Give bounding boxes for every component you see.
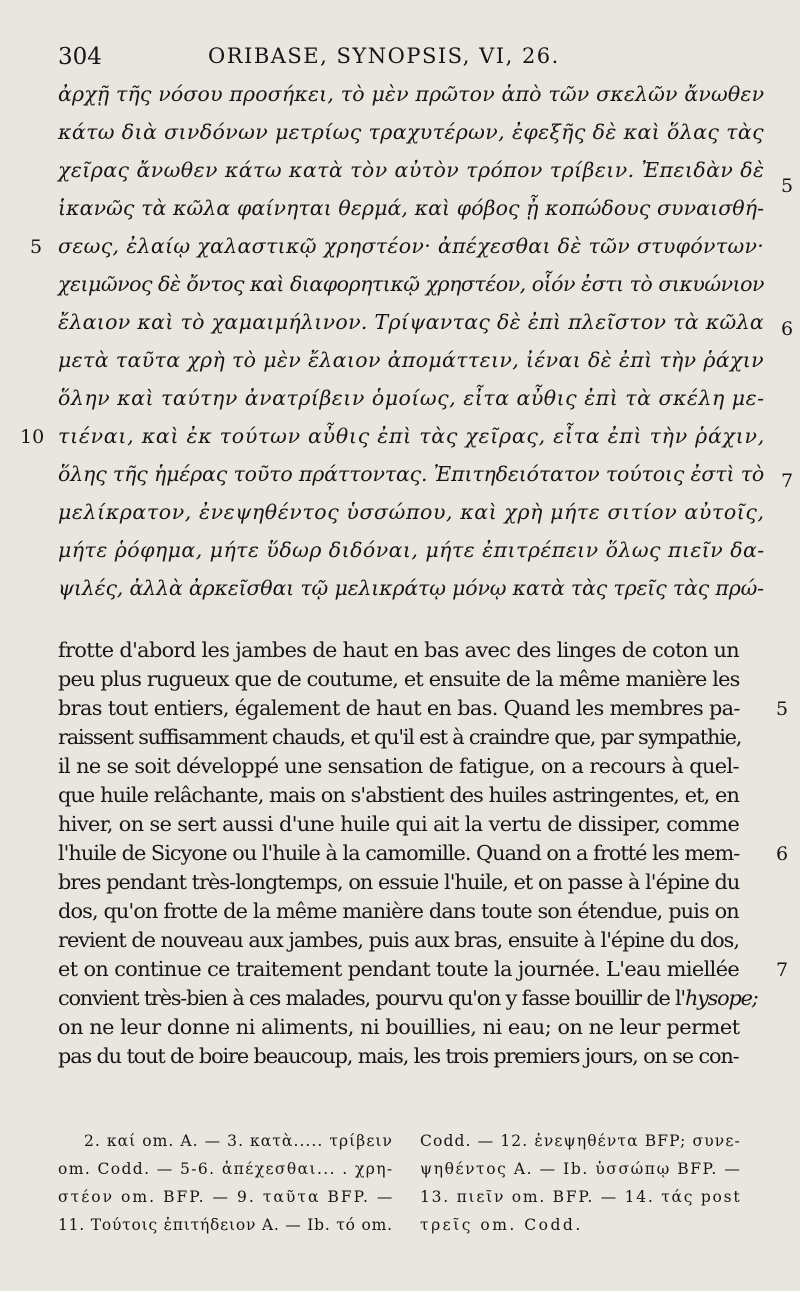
french-line: dos, qu'on frotte de la même manière dans toute son étendue, puis on [58,899,739,923]
french-line: que huile relâchante, mais on s'abstient des huiles astringentes, et, en [58,783,739,807]
footnote-line: om. Codd. — 5-6. ἀπέχεσθαι... . χρη- [58,1160,394,1178]
french-line: l'huile de Sicyone ou l'huile à la camomille. Quand on a frotté les mem- [58,841,740,865]
section-number-right: 6 [776,843,789,865]
greek-line: μελίκρατον, ἐνεψηθέντος ὑσσώπου, καὶ χρὴ μήτε σιτίον αὐτοῖς, [58,500,765,524]
french-line: frotte d'abord les jambes de haut en bas avec des linges de coton un [58,638,739,662]
footnote-line: Codd. — 12. ἐνεψηθέντα BFP; συνε- [420,1132,741,1150]
french-line: il ne se soit développé une sensation de fatigue, on a recours à quel- [58,754,739,778]
french-line: peu plus rugueux que de coutume, et ensuite de la même manière les [58,667,740,691]
footnote-line: τρεῖς om. Codd. [420,1216,583,1234]
section-number-right: 5 [781,175,794,197]
footnote-line: 11. Τούτοις ἐπιτήδειον A. — Ib. τό om. [58,1216,393,1234]
greek-line: ἔλαιον καὶ τὸ χαμαιμήλινον. Τρίψαντας δὲ ἐπὶ πλεῖστον τὰ κῶλα [58,310,765,334]
line-number-left: 10 [20,426,45,448]
greek-line: κάτω διὰ σινδόνων μετρίως τραχυτέρων, ἐφεξῆς δὲ καὶ ὅλας τὰς [58,120,764,144]
greek-line: μετὰ ταῦτα χρὴ τὸ μὲν ἔλαιον ἀπομάττειν, ἰέναι δὲ ἐπὶ τὴν ῥάχιν [58,348,764,372]
line-number-left: 5 [30,236,43,258]
greek-line: ψιλές, ἀλλὰ ἀρκεῖσθαι τῷ μελικράτῳ μόνῳ κατὰ τὰς τρεῖς τὰς πρώ- [58,576,764,600]
page-number: 304 [58,44,102,70]
section-number-right: 7 [776,959,789,981]
footnote-line: 13. πιεῖν om. BFP. — 14. τάς post [420,1188,742,1206]
french-line: hiver, on se sert aussi d'une huile qui ait la vertu de dissiper, comme [58,812,740,836]
french-line: raissent suffisamment chauds, et qu'il est à craindre que, par sympathie, [58,725,742,749]
section-number-right: 5 [776,698,789,720]
french-line: on ne leur donne ni aliments, ni bouillies, ni eau; on ne leur permet [58,1015,740,1039]
french-line [58,986,758,1010]
french-line: bras tout entiers, également de haut en bas. Quand les membres pa- [58,696,740,720]
greek-line: ἱκανῶς τὰ κῶλα φαίνηται θερμά, καὶ φόβος ᾖ κοπώδους συναισθή- [58,196,765,220]
french-line: et on continue ce traitement pendant toute la journée. L'eau miellée [58,957,740,981]
footnote-line: στέον om. BFP. — 9. ταῦτα BFP. — [58,1188,395,1206]
french-line: bres pendant très-longtemps, on essuie l'huile, et on passe à l'épine du [58,870,740,894]
greek-line: ὅλης τῆς ἡμέρας τοῦτο πράττοντας. Ἐπιτηδειότατον τούτοις ἐστὶ τὸ [58,462,765,486]
french-line: pas du tout de boire beaucoup, mais, les trois premiers jours, on se con- [58,1044,739,1068]
greek-line: τιέναι, καὶ ἐκ τούτων αὖθις ἐπὶ τὰς χεῖρας, εἶτα ἐπὶ τὴν ῥάχιν, [58,424,765,448]
italic-word: hysope; [684,986,758,1010]
greek-line: σεως, ἐλαίῳ χαλαστικῷ χρηστέον· ἀπέχεσθαι δὲ τῶν στυφόντων· [58,234,765,258]
greek-line: ὅλην καὶ ταύτην ἀνατρίβειν ὁμοίως, εἶτα αὖθις ἐπὶ τὰ σκέλη με- [58,386,765,410]
footnote-line: ψηθέντος A. — Ib. ὑσσώπῳ BFP. — [420,1160,742,1178]
greek-line: χειμῶνος δὲ ὄντος καὶ διαφορητικῷ χρηστέον, οἷόν ἐστι τὸ σικυώνιον [58,272,764,296]
page-header [58,44,770,74]
footnote-line: 2. καί om. A. — 3. κατὰ..... τρίβειν [84,1132,394,1150]
section-number-right: 6 [781,318,794,340]
greek-line: μήτε ῥόφημα, μήτε ὕδωρ διδόναι, μήτε ἐπιτρέπειν ὅλως πιεῖν δα- [58,538,765,562]
section-number-right: 7 [781,470,794,492]
greek-line: ἀρχῇ τῆς νόσου προσήκει, τὸ μὲν πρῶτον ἀπὸ τῶν σκελῶν ἄνωθεν [58,82,765,106]
french-line-text: convient très-bien à ces malades, pourvu qu'on y fasse bouillir de l' [58,986,685,1010]
greek-line: χεῖρας ἄνωθεν κάτω κατὰ τὸν αὐτὸν τρόπον τρίβειν. Ἐπειδὰν δὲ [58,158,765,182]
running-title: ORIBASE, SYNOPSIS, VI, 26. [208,44,560,68]
french-line: revient de nouveau aux jambes, puis aux bras, ensuite à l'épine du dos, [58,928,739,952]
